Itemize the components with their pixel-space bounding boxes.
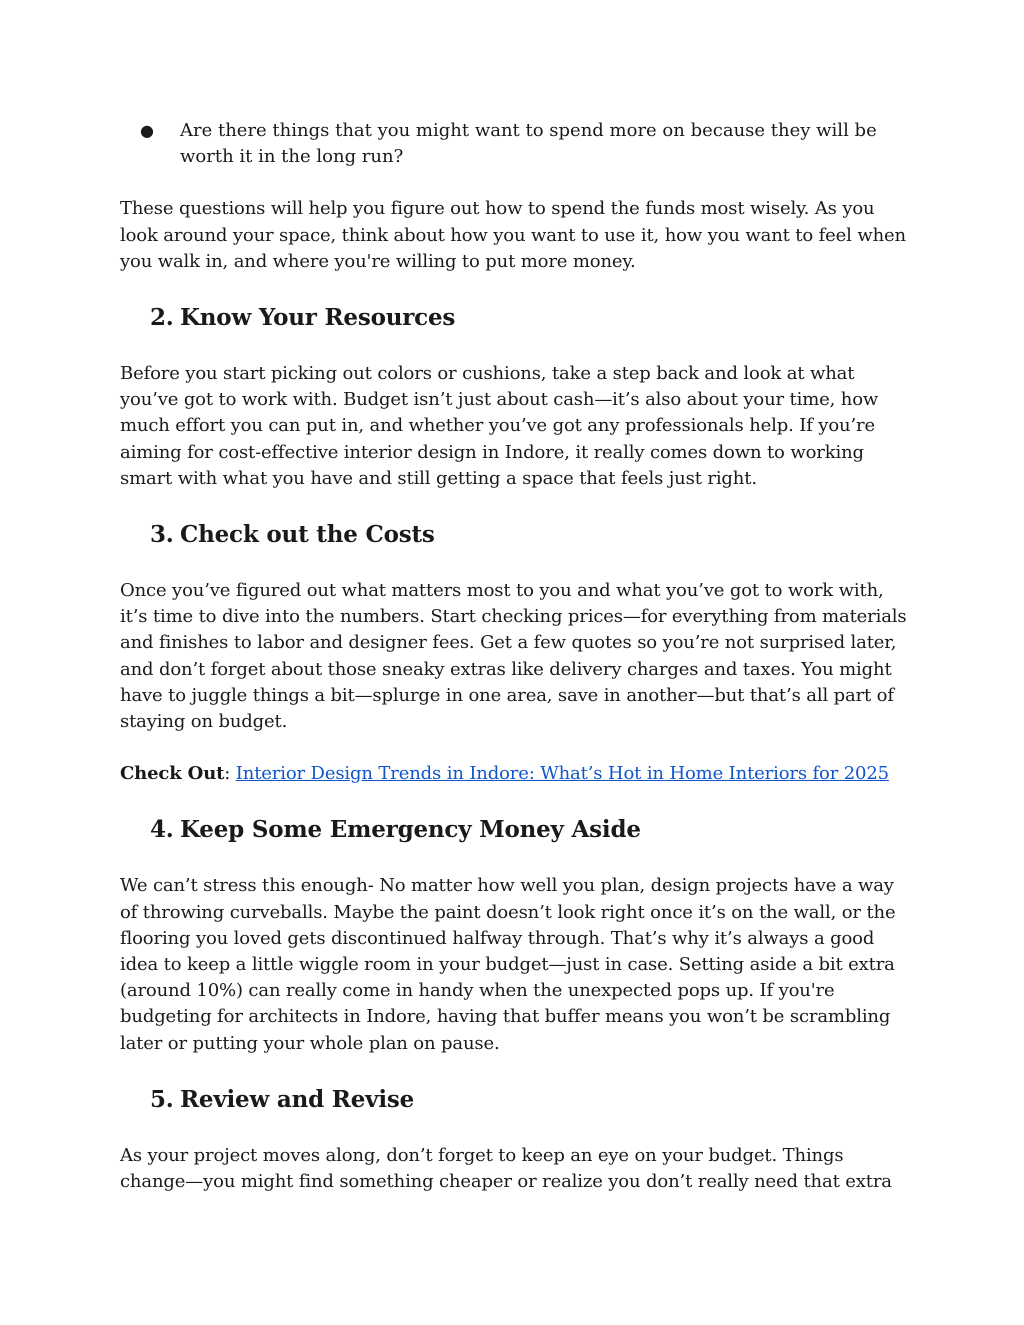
section-body-emergency-money: We can’t stress this enough- No matter how well you plan, design projects have a way of throwing curveballs. Maybe the paint doesn’t look right once it’s on the wall, or the flooring you loved gets discontinued halfway through. That’s why it’s always a good idea to keep a little wiggle room in your budget—just in case. Setting aside a bit extra (around 10%) can really come in handy when the unexpected pops up. If you're budgeting for architects in Indore, having that buffer means you won’t be scrambling later or putting your whole plan on pause. [120,875,896,1054]
section-heading-know-your-resources [120,301,910,335]
document-page [120,118,910,1221]
check-out-label: Check Out [120,763,225,785]
section-body-check-out-the-costs: Once you’ve figured out what matters most to you and what you’ve got to work with, it’s time to dive into the numbers. Start checking prices—for everything from materials and finishes to labor and designer fees. Get a few quotes so you’re not surprised later, and don’t forget about those sneaky extras like delivery charges and taxes. You might have to juggle things a bit—splurge in one area, save in another—but that’s all part of staying on budget. [120,580,907,733]
section-title: Check out the Costs [180,521,435,549]
section-number: 3. [150,521,174,549]
bullet-text: Are there things that you might want to spend more on because they will be worth it in the long run? [180,120,877,168]
check-out-separator: : [224,763,231,785]
section-heading-emergency-money [120,813,910,847]
section-title: Review and Revise [180,1085,415,1113]
bullet-icon: ● [140,121,154,140]
section-heading-review-and-revise [120,1083,910,1117]
section-number: 5. [150,1085,174,1113]
section-title: Keep Some Emergency Money Aside [180,816,641,844]
section-number: 4. [150,816,174,844]
interior-design-trends-link[interactable]: Interior Design Trends in Indore: What’s Hot in Home Interiors for 2025 [235,763,889,785]
bullet-list [120,118,910,170]
section-number: 2. [150,304,174,332]
check-out-line [120,761,910,787]
section-title: Know Your Resources [180,304,456,332]
section-body-review-and-revise: As your project moves along, don’t forget to keep an eye on your budget. Things change—you might find something cheaper or realize you don’t really need that extra [120,1144,892,1193]
list-item [120,118,910,170]
section-body-know-your-resources: Before you start picking out colors or cushions, take a step back and look at what you’ve got to work with. Budget isn’t just about cash—it’s also about your time, how much effort you can put in, and whether you’ve got any professionals help. If you’re aiming for cost-effective interior design in Indore, it really comes down to working smart with what you have and still getting a space that feels just right. [120,363,879,489]
intro-paragraph: These questions will help you figure out how to spend the funds most wisely. As you look around your space, think about how you want to use it, how you want to feel when you walk in, and where you're willing to put more money. [120,198,906,272]
section-heading-check-out-the-costs [120,518,910,552]
